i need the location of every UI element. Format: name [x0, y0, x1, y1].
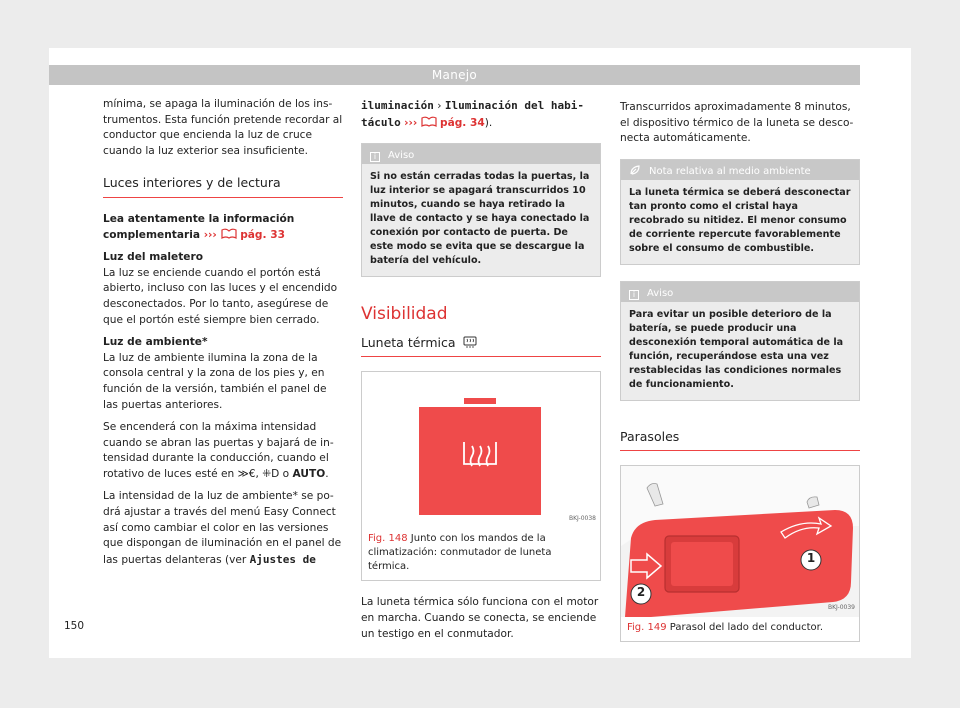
lead-paragraph: Lea atentamente la información complementaria ››› pág. 33	[103, 212, 295, 241]
page-reference-link[interactable]: pág. 33	[240, 228, 285, 241]
aviso-header: i Aviso	[621, 282, 859, 302]
figure-code: BKJ-0038	[568, 514, 596, 522]
book-icon	[421, 116, 437, 127]
paragraph: La luneta térmica sólo funciona con el motor en marcha. Cuando se conecta, se enciende un testigo en el conmutador.	[361, 596, 599, 640]
paragraph: La luz de ambiente ilumina la zona de la consola central y la zona de los pies y, en función de la versión, también el panel de las puertas anteriores.	[103, 351, 327, 411]
paragraph: Se encenderá con la máxima intensidad cuando se abran las puertas y bajará de intensidad durante la conducción, cuando el rotativo de luces esté en ≫€, ⁜D o AUTO.	[103, 421, 334, 480]
page-reference-link[interactable]: pág. 34	[439, 116, 485, 129]
page-header: Manejo	[49, 65, 860, 85]
paragraph: mínima, se apaga la iluminación de los instrumentos. Esta función pretende recordar al conductor que encienda la luz de cruce cuando la luz exterior sea insuficiente.	[103, 98, 343, 157]
menu-path: iluminación	[361, 99, 434, 112]
figure-149	[620, 465, 860, 642]
environment-header: Nota relativa al medio ambiente	[621, 160, 859, 180]
callout-1: 1	[806, 551, 816, 566]
environment-body: La luneta térmica se deberá desconectar tan pronto como el cristal haya recobrado su nitidez. El menor consumo de corriente repercute favorablemente sobre el consumo de combustible.	[621, 180, 859, 264]
column-3	[620, 100, 860, 642]
book-icon	[221, 228, 237, 239]
figure-caption: Fig. 149 Parasol del lado del conductor.	[627, 622, 824, 634]
menu-path: Ajustes de	[249, 552, 316, 566]
leaf-icon	[629, 164, 641, 176]
defrost-switch-illustration	[362, 372, 600, 528]
rear-defrost-icon	[463, 336, 477, 348]
chapter-title: Visibilidad	[361, 304, 448, 325]
auto-label: AUTO	[292, 467, 326, 480]
reference-arrows: ›››	[404, 116, 418, 129]
light-switch-symbol-2: ⁜D	[262, 467, 280, 480]
section-heading-parasoles: Parasoles	[620, 423, 860, 452]
menu-path-2: Iluminación del habitáculo	[361, 99, 584, 129]
paragraph: La intensidad de la luz de ambiente* se podrá ajustar a través del menú Easy Connect así como cambiar el color en las versiones que dispongan de iluminación en el panel de las puertas delanteras (ver Ajustes de	[103, 490, 342, 566]
continuation-paragraph: iluminación › Iluminación del habitáculo ››› pág. 34).	[361, 99, 584, 129]
info-icon: i	[370, 152, 380, 162]
figure-149-illustration	[621, 466, 859, 617]
section-heading-luces: Luces interiores y de lectura	[103, 169, 343, 198]
figure-148-illustration	[362, 372, 600, 528]
reference-arrows: ›››	[203, 228, 217, 241]
figure-148	[361, 371, 601, 581]
aviso-box	[361, 143, 601, 277]
figure-code: BKJ-0039	[827, 603, 855, 611]
section-heading-luneta: Luneta térmica	[361, 333, 601, 358]
subheading-maletero: Luz del maletero	[103, 251, 203, 264]
subheading-ambiente: Luz de ambiente*	[103, 336, 208, 349]
environment-box	[620, 159, 860, 265]
light-switch-symbol: ≫€,	[237, 467, 259, 480]
info-icon: i	[629, 290, 639, 300]
aviso-body: Para evitar un posible deterioro de la batería, se puede producir una desconexión temporal automática de la función, recuperándose esta una vez restablecidas las condiciones normales de funcionamiento.	[621, 302, 859, 400]
paragraph: La luz se enciende cuando el portón está abierto, incluso con las luces y el encendido desconectados. Por lo tanto, asegúrese de que el portón esté siempre bien cerrado.	[103, 266, 338, 326]
figure-caption: Fig. 148 Junto con los mandos de la climatización: conmutador de luneta térmica.	[368, 533, 552, 573]
aviso-body: Si no están cerradas todas la puertas, la luz interior se apagará transcurridos 10 minutos, cuando se haya retirado la llave de contacto y se haya conectado la conexión por contacto de puerta. De este modo se evita que se descargue la batería del vehículo.	[362, 164, 600, 276]
sun-visor-illustration	[621, 466, 859, 617]
column-2	[361, 98, 601, 649]
callout-2: 2	[636, 585, 646, 600]
aviso-header: i Aviso	[362, 144, 600, 164]
figure-label: Fig. 149	[627, 622, 667, 634]
paragraph: Transcurridos aproximadamente 8 minutos, el dispositivo térmico de la luneta se desconecta automáticamente.	[620, 101, 854, 145]
page-number: 150	[64, 620, 85, 632]
figure-label: Fig. 148	[368, 533, 408, 545]
column-1	[103, 97, 343, 575]
aviso-box	[620, 281, 860, 401]
